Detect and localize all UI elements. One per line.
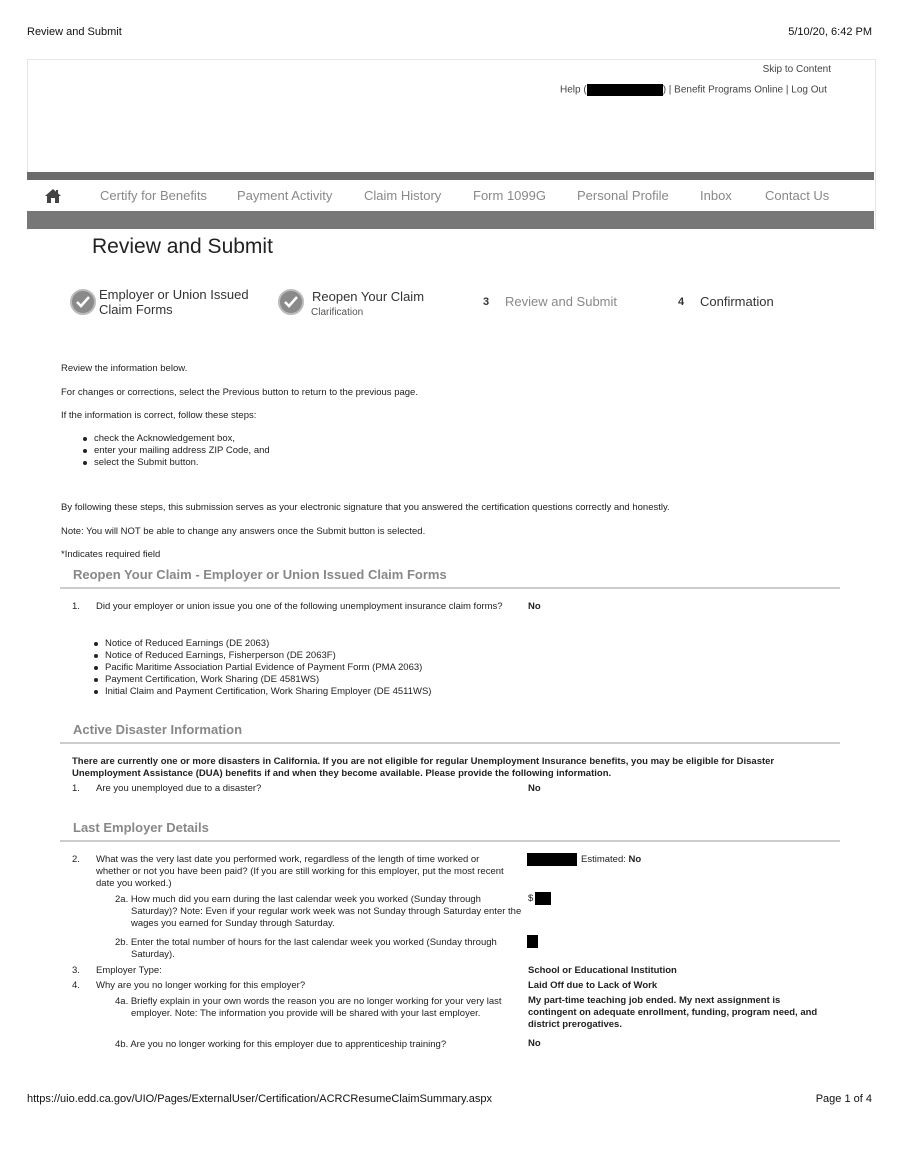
estimated-value: No — [628, 854, 642, 865]
nav-top-border — [27, 172, 874, 180]
answer-explain-reason: My part-time teaching job ended. My next assignment is contingent on adequate enrollment, funding, program need, and district prerogatives. — [528, 995, 818, 1030]
question-number: 4. — [72, 980, 80, 991]
benefit-links[interactable]: ) | Benefit Programs Online | Log Out — [662, 84, 827, 96]
disaster-notice: There are currently one or more disasters in California. If you are not eligible for regular Unemployment Insurance benefits, you may be eligible for Disaster Unemployment Assistance (DUA) benefits if and when they become available. Please provide the following information. — [72, 756, 775, 779]
section-title-disaster: Active Disaster Information — [73, 722, 243, 737]
answer-apprenticeship: No — [528, 1038, 541, 1049]
nav-claim-history[interactable]: Claim History — [364, 188, 442, 203]
question-last-week-hours: 2b. Enter the total number of hours for the last calendar week you worked (Sunday through Saturday). — [115, 937, 497, 960]
section-divider — [60, 587, 840, 589]
nav-personal-profile[interactable]: Personal Profile — [577, 188, 669, 203]
section-divider — [60, 840, 840, 842]
answer-employer-type: School or Educational Institution — [528, 965, 677, 976]
section-title-reopen-claim: Reopen Your Claim - Employer or Union Issued Claim Forms — [73, 567, 447, 582]
currency-symbol: $ — [528, 893, 534, 904]
step-1-label: Employer or Union Issued Claim Forms — [99, 287, 249, 317]
answer-claim-forms: No — [528, 601, 541, 612]
question-separation-reason: Why are you no longer working for this employer? — [96, 980, 306, 991]
print-header-datetime: 5/10/20, 6:42 PM — [788, 26, 872, 38]
nav-inbox[interactable]: Inbox — [700, 188, 732, 203]
print-footer-url: https://uio.edd.ca.gov/UIO/Pages/ExternalUser/Certification/ACRCResumeClaimSummary.aspx — [27, 1093, 493, 1105]
step-2-check-icon — [278, 289, 304, 315]
nav-bottom-bar — [27, 211, 874, 229]
step-2-sublabel: Clarification — [311, 307, 364, 318]
list-item: Pacific Maritime Association Partial Evidence of Payment Form (PMA 2063) — [91, 662, 431, 674]
question-last-week-earnings: 2a. How much did you earn during the last calendar week you worked (Sunday through Saturday)? Note: Even if your regular work week was not Sunday through Saturday enter the wages you earned for Sunday through Saturday. — [115, 894, 522, 929]
question-last-work-date: What was the very last date you performed work, regardless of the length of time worked or whether or not you have been paid? (If you are still working for this employer, put the most recent date you worked.) — [96, 854, 504, 889]
instruction-list — [80, 433, 270, 469]
signature-notice: By following these steps, this submission serves as your electronic signature that you answered the certification questions correctly and honestly. — [61, 502, 670, 513]
help-link[interactable]: Help ( — [560, 84, 587, 96]
intro-text-1: Review the information below. — [61, 363, 188, 374]
answer-separation-reason: Laid Off due to Lack of Work — [528, 980, 658, 991]
no-change-note: Note: You will NOT be able to change any answers once the Submit button is selected. — [61, 526, 426, 537]
question-number: 3. — [72, 965, 80, 976]
list-item: enter your mailing address ZIP Code, and — [80, 445, 270, 457]
nav-form-1099g[interactable]: Form 1099G — [473, 188, 546, 203]
print-footer-page: Page 1 of 4 — [815, 1093, 872, 1105]
step-3-number: 3 — [483, 296, 490, 308]
step-4-number: 4 — [678, 296, 685, 308]
redacted-date — [527, 853, 577, 866]
estimated-answer — [581, 854, 641, 866]
question-explain-reason: 4a. Briefly explain in your own words the reason you are no longer working for your very last employer. Note: The information you provide will be shared with your last employer. — [115, 996, 502, 1019]
nav-contact-us[interactable]: Contact Us — [765, 188, 830, 203]
claim-forms-list — [91, 638, 431, 698]
section-title-last-employer: Last Employer Details — [73, 820, 209, 835]
nav-certify-for-benefits[interactable]: Certify for Benefits — [100, 188, 207, 203]
question-employer-type: Employer Type: — [96, 965, 162, 976]
print-header-title: Review and Submit — [27, 26, 122, 38]
page-title: Review and Submit — [92, 235, 273, 258]
redacted-phone — [587, 84, 663, 96]
question-apprenticeship: 4b. Are you no longer working for this employer due to apprenticeship training? — [115, 1039, 447, 1050]
question-disaster: Are you unemployed due to a disaster? — [96, 783, 262, 794]
question-number: 1. — [72, 783, 80, 794]
required-field-note: *Indicates required field — [61, 549, 161, 560]
step-1-check-icon — [70, 289, 96, 315]
list-item: Notice of Reduced Earnings (DE 2063) — [91, 638, 431, 650]
home-icon[interactable] — [44, 188, 62, 204]
list-item: check the Acknowledgement box, — [80, 433, 270, 445]
question-claim-forms: Did your employer or union issue you one of the following unemployment insurance claim forms? — [96, 601, 503, 612]
nav-payment-activity[interactable]: Payment Activity — [237, 188, 333, 203]
redacted-hours — [527, 935, 538, 948]
intro-text-2: For changes or corrections, select the Previous button to return to the previous page. — [61, 387, 418, 398]
list-item: select the Submit button. — [80, 457, 270, 469]
question-number: 1. — [72, 601, 80, 612]
step-3-label: Review and Submit — [505, 294, 617, 309]
estimated-label: Estimated: — [581, 854, 626, 865]
top-links-bar — [560, 84, 827, 96]
step-4-label: Confirmation — [700, 294, 774, 309]
list-item: Initial Claim and Payment Certification, Work Sharing Employer (DE 4511WS) — [91, 686, 431, 698]
intro-text-3: If the information is correct, follow these steps: — [61, 410, 257, 421]
step-2-label: Reopen Your Claim — [312, 289, 425, 304]
skip-to-content-link[interactable]: Skip to Content — [762, 64, 831, 75]
main-navigation — [27, 180, 874, 211]
list-item: Notice of Reduced Earnings, Fisherperson (DE 2063F) — [91, 650, 431, 662]
redacted-amount — [535, 892, 551, 905]
list-item: Payment Certification, Work Sharing (DE 4581WS) — [91, 674, 431, 686]
section-divider — [60, 742, 840, 744]
answer-disaster: No — [528, 783, 541, 794]
question-number: 2. — [72, 854, 80, 865]
